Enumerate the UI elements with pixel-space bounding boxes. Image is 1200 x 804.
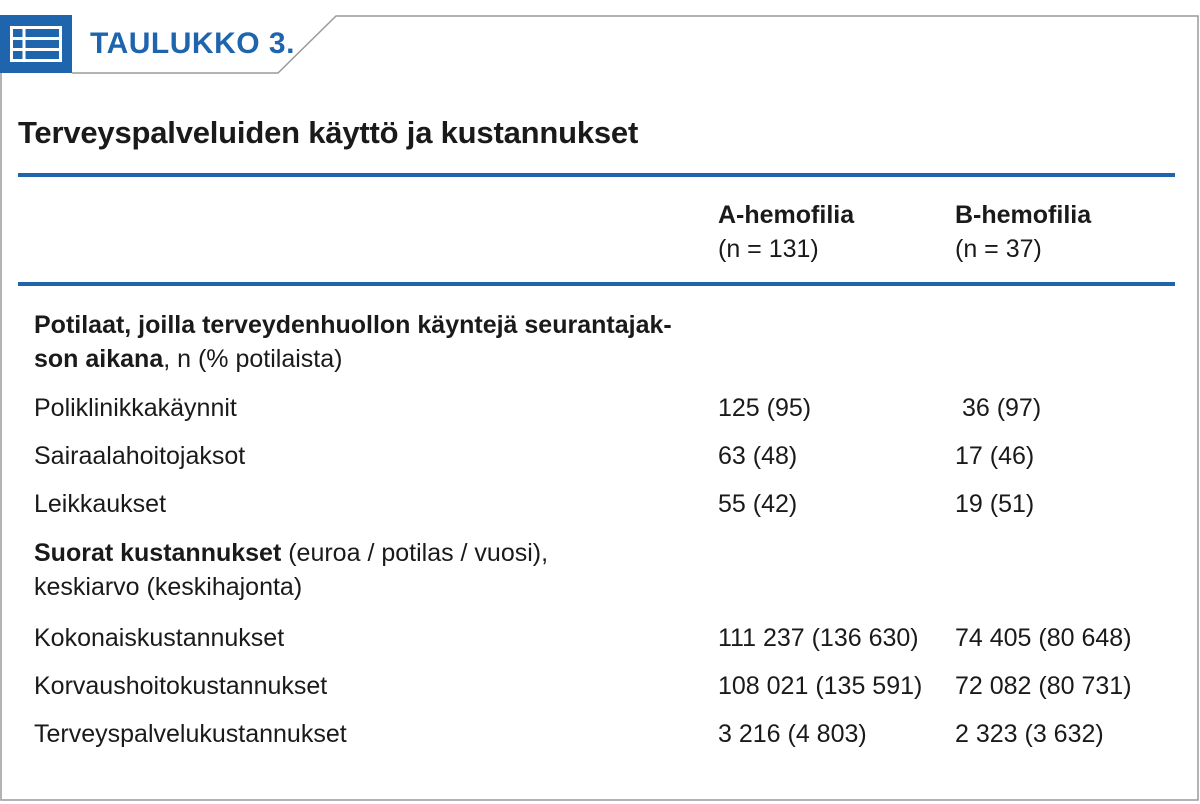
section-heading-costs [34, 536, 714, 604]
section-heading-text: keskiarvo (keskihajonta) [34, 573, 303, 601]
section-heading-text: (euroa / potilas / vuosi), [281, 539, 549, 567]
section-heading-bold: son aikana [34, 345, 164, 373]
section-heading-bold: Potilaat, joilla terveydenhuollon käyntejä seurantajak- [34, 311, 672, 339]
row-value-b: 19 (51) [955, 490, 1035, 518]
table-label-box [0, 15, 72, 73]
column-header-b [955, 198, 1091, 266]
row-value-a: 55 (42) [718, 490, 798, 518]
column-a-count: (n = 131) [718, 235, 819, 263]
row-value-b: 17 (46) [955, 442, 1035, 470]
section-heading-text: , n (% potilaista) [163, 345, 343, 373]
row-label: Terveyspalvelukustannukset [34, 720, 347, 748]
row-value-a: 3 216 (4 803) [718, 720, 867, 748]
column-b-name: B-hemofilia [955, 201, 1092, 229]
section-heading-bold: Suorat kustannukset [34, 539, 282, 567]
row-value-a: 111 237 (136 630) [718, 624, 919, 652]
row-value-b: 74 405 (80 648) [955, 624, 1132, 652]
row-label: Kokonaiskustannukset [34, 624, 285, 652]
table-list-icon [10, 26, 62, 62]
row-label: Korvaushoitokustannukset [34, 672, 328, 700]
section-heading-visits [34, 308, 714, 376]
header-top-rule [18, 173, 1175, 177]
row-value-a: 63 (48) [718, 442, 798, 470]
row-label: Leikkaukset [34, 490, 167, 518]
row-value-b: 72 082 (80 731) [955, 672, 1132, 700]
row-value-a: 125 (95) [718, 394, 812, 422]
row-value-b: 36 (97) [955, 394, 1042, 422]
row-label: Poliklinikkakäynnit [34, 394, 237, 422]
row-value-a: 108 021 (135 591) [718, 672, 923, 700]
table-title: Terveyspalveluiden käyttö ja kustannukset [18, 115, 639, 150]
header-bottom-rule [18, 282, 1175, 286]
column-header-a [718, 198, 854, 266]
column-b-count: (n = 37) [955, 235, 1042, 263]
column-a-name: A-hemofilia [718, 201, 855, 229]
row-label: Sairaalahoitojaksot [34, 442, 246, 470]
table-number-label: TAULUKKO 3. [90, 27, 295, 60]
row-value-b: 2 323 (3 632) [955, 720, 1104, 748]
